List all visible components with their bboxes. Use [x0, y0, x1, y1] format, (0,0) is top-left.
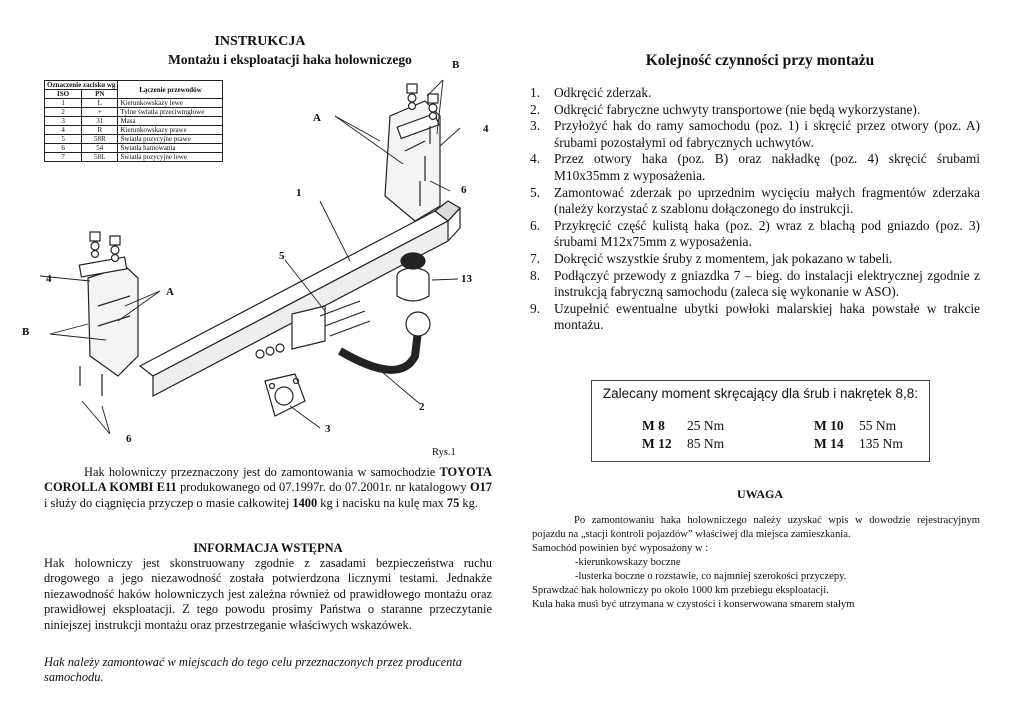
figure-caption: Rys.1	[432, 447, 456, 458]
table-row: 4 R Kierunkowskazy prawe	[45, 126, 223, 135]
table-row: 5 58R Światła pozycyjne prawe	[45, 135, 223, 144]
label-4-left: 4	[46, 273, 52, 285]
torque-m14: M 14 135 Nm	[814, 436, 903, 451]
car-model: TOYOTA COROLLA KOMBI E11	[44, 465, 492, 495]
table-row: 3 31 Masa	[45, 117, 223, 126]
wiring-col-iso: ISO	[45, 90, 82, 99]
list-item: 5. Zamontować zderzak po uprzednim wycięciu małych fragmentów zderzaka (należy korzystać z szablonu dołączonego do instrukcji.	[530, 184, 980, 217]
wiring-col-pn: PN	[82, 90, 118, 99]
torque-m10: M 10 55 Nm	[814, 418, 897, 433]
warning-line-2: Samochód powinien być wyposażony w :	[532, 543, 709, 554]
torque-m12: M 12 85 Nm	[642, 436, 725, 451]
warning-line-6: Kula haka musi być utrzymana w czystości i konserwowana smarem stałym	[532, 599, 855, 610]
document-subtitle: Montażu i eksploatacji haka holowniczego	[168, 52, 412, 67]
info-paragraph: Hak holowniczy jest skonstruowany zgodnie z zasadami bezpieczeństwa ruchu drogowego a jego niezawodność została potwierdzona licznymi testami. Jednakże niezawodność haków holowniczych jest zależna również od prawidłowego montażu oraz prawidłowej eksploatacji. Z tego powodu prosimy Państwa o staranne przeczytanie niniejszej instrukcji montażu oraz przestrzeganie właściwych wskazówek.	[44, 556, 492, 632]
label-a-top: A	[313, 112, 321, 124]
info-heading: INFORMACJA WSTĘPNA	[193, 541, 343, 555]
list-item: 4. Przez otwory haka (poz. B) oraz nakładkę (poz. 4) skręcić śrubami M10x35mm z wyposażenia.	[530, 151, 980, 183]
torque-m8: M 8 25 Nm	[642, 418, 725, 433]
list-item: 7. Dokręcić wszystkie śruby z momentem, jak pokazano w tabeli.	[530, 250, 893, 266]
catalog-number: O17	[469, 480, 492, 495]
label-5: 5	[279, 250, 285, 262]
warning-line-4: -lusterka boczne o rozstawie, co najmniej szerokości przyczepy.	[575, 571, 847, 582]
warning-line-5: Sprawdzać hak holowniczy po około 1000 km przebiegu eksploatacji.	[532, 585, 829, 596]
steps-list	[530, 85, 980, 334]
list-item: 9. Uzupełnić ewentualne ubytki powłoki malarskiej haka powstałe w trakcie montażu.	[530, 300, 980, 333]
warning-line-3: -kierunkowskazy boczne	[575, 557, 681, 568]
label-4-right: 4	[483, 123, 489, 135]
list-item: 6. Przykręcić część kulistą haka (poz. 2) wraz z blachą pod gniazdo (poz. 3) śrubami M12x75mm z wyposażenia.	[530, 217, 980, 250]
label-6-right: 6	[461, 184, 467, 196]
info-italic-note: Hak należy zamontować w miejscach do tego celu przeznaczonych przez producenta samochodu.	[44, 655, 462, 685]
list-item: 2. Odkręcić fabryczne uchwyty transportowe (nie będą wykorzystane).	[530, 101, 921, 117]
label-3: 3	[325, 423, 331, 435]
intro-paragraph: Hak holowniczy przeznaczony jest do zamontowania w samochodzie TOYOTA COROLLA KOMBI E11 produkowanego od 07.1997r. do 07.2001r. nr katalogowy O17 i służy do ciągnięcia przyczep o masie całkowitej 1400 kg i nacisku na kulę max 75 kg.	[44, 465, 492, 510]
table-row: 6 54 Światła hamowania	[45, 144, 223, 153]
warning-heading: UWAGA	[736, 487, 783, 501]
list-item: 8. Podłączyć przewody z gniazdka 7 – bieg. do instalacji elektrycznej zgodnie z instrukcją fabryczną samochodu (zaleca się wykonanie w ASO).	[530, 267, 980, 300]
label-a-left: A	[166, 286, 174, 298]
label-13: 13	[461, 273, 472, 285]
label-b-left: B	[22, 326, 30, 338]
wiring-col-conn: Łączenie przewodów	[118, 81, 223, 99]
wiring-col-group: Oznaczenie zacisku wg	[45, 81, 118, 90]
max-mass: 1400	[292, 495, 318, 510]
torque-heading: Zalecany moment skręcający dla śrub i nakrętek 8,8:	[602, 386, 919, 401]
document-title: INSTRUKCJA	[214, 34, 306, 49]
ball-arm	[292, 306, 430, 370]
table-row: 1 L Kierunkowskazy lewe	[45, 99, 223, 108]
table-row: 7 58L Światła pozycyjne lewe	[45, 153, 223, 162]
tow-hook-drawing	[20, 56, 480, 456]
ball-cap	[397, 253, 429, 301]
list-item: 3. Przyłożyć hak do ramy samochodu (poz. 1) i skręcić przez otwory (poz. A) śrubami pozostałymi od fabrycznych uchwytów.	[530, 118, 980, 150]
left-bracket	[79, 257, 138, 376]
max-load: 75	[446, 495, 460, 510]
label-2: 2	[419, 401, 425, 413]
table-row: 2 + Tylne światła przeciwmgłowe	[45, 108, 223, 117]
list-item: 1. Odkręcić zderzak.	[530, 85, 652, 100]
socket-plate	[265, 374, 305, 416]
steps-title: Kolejność czynności przy montażu	[645, 52, 875, 69]
label-1: 1	[296, 187, 302, 199]
label-6-left: 6	[126, 433, 132, 445]
warning-line-1: Po zamontowaniu haka holowniczego należy uzyskać wpis w dowodzie rejestracyjnym pojazdu na „stacji kontroli pojazdów” właściwej dla miejsca zamieszkania.	[532, 515, 980, 541]
label-b-top: B	[452, 59, 460, 71]
torque-box	[591, 380, 930, 462]
